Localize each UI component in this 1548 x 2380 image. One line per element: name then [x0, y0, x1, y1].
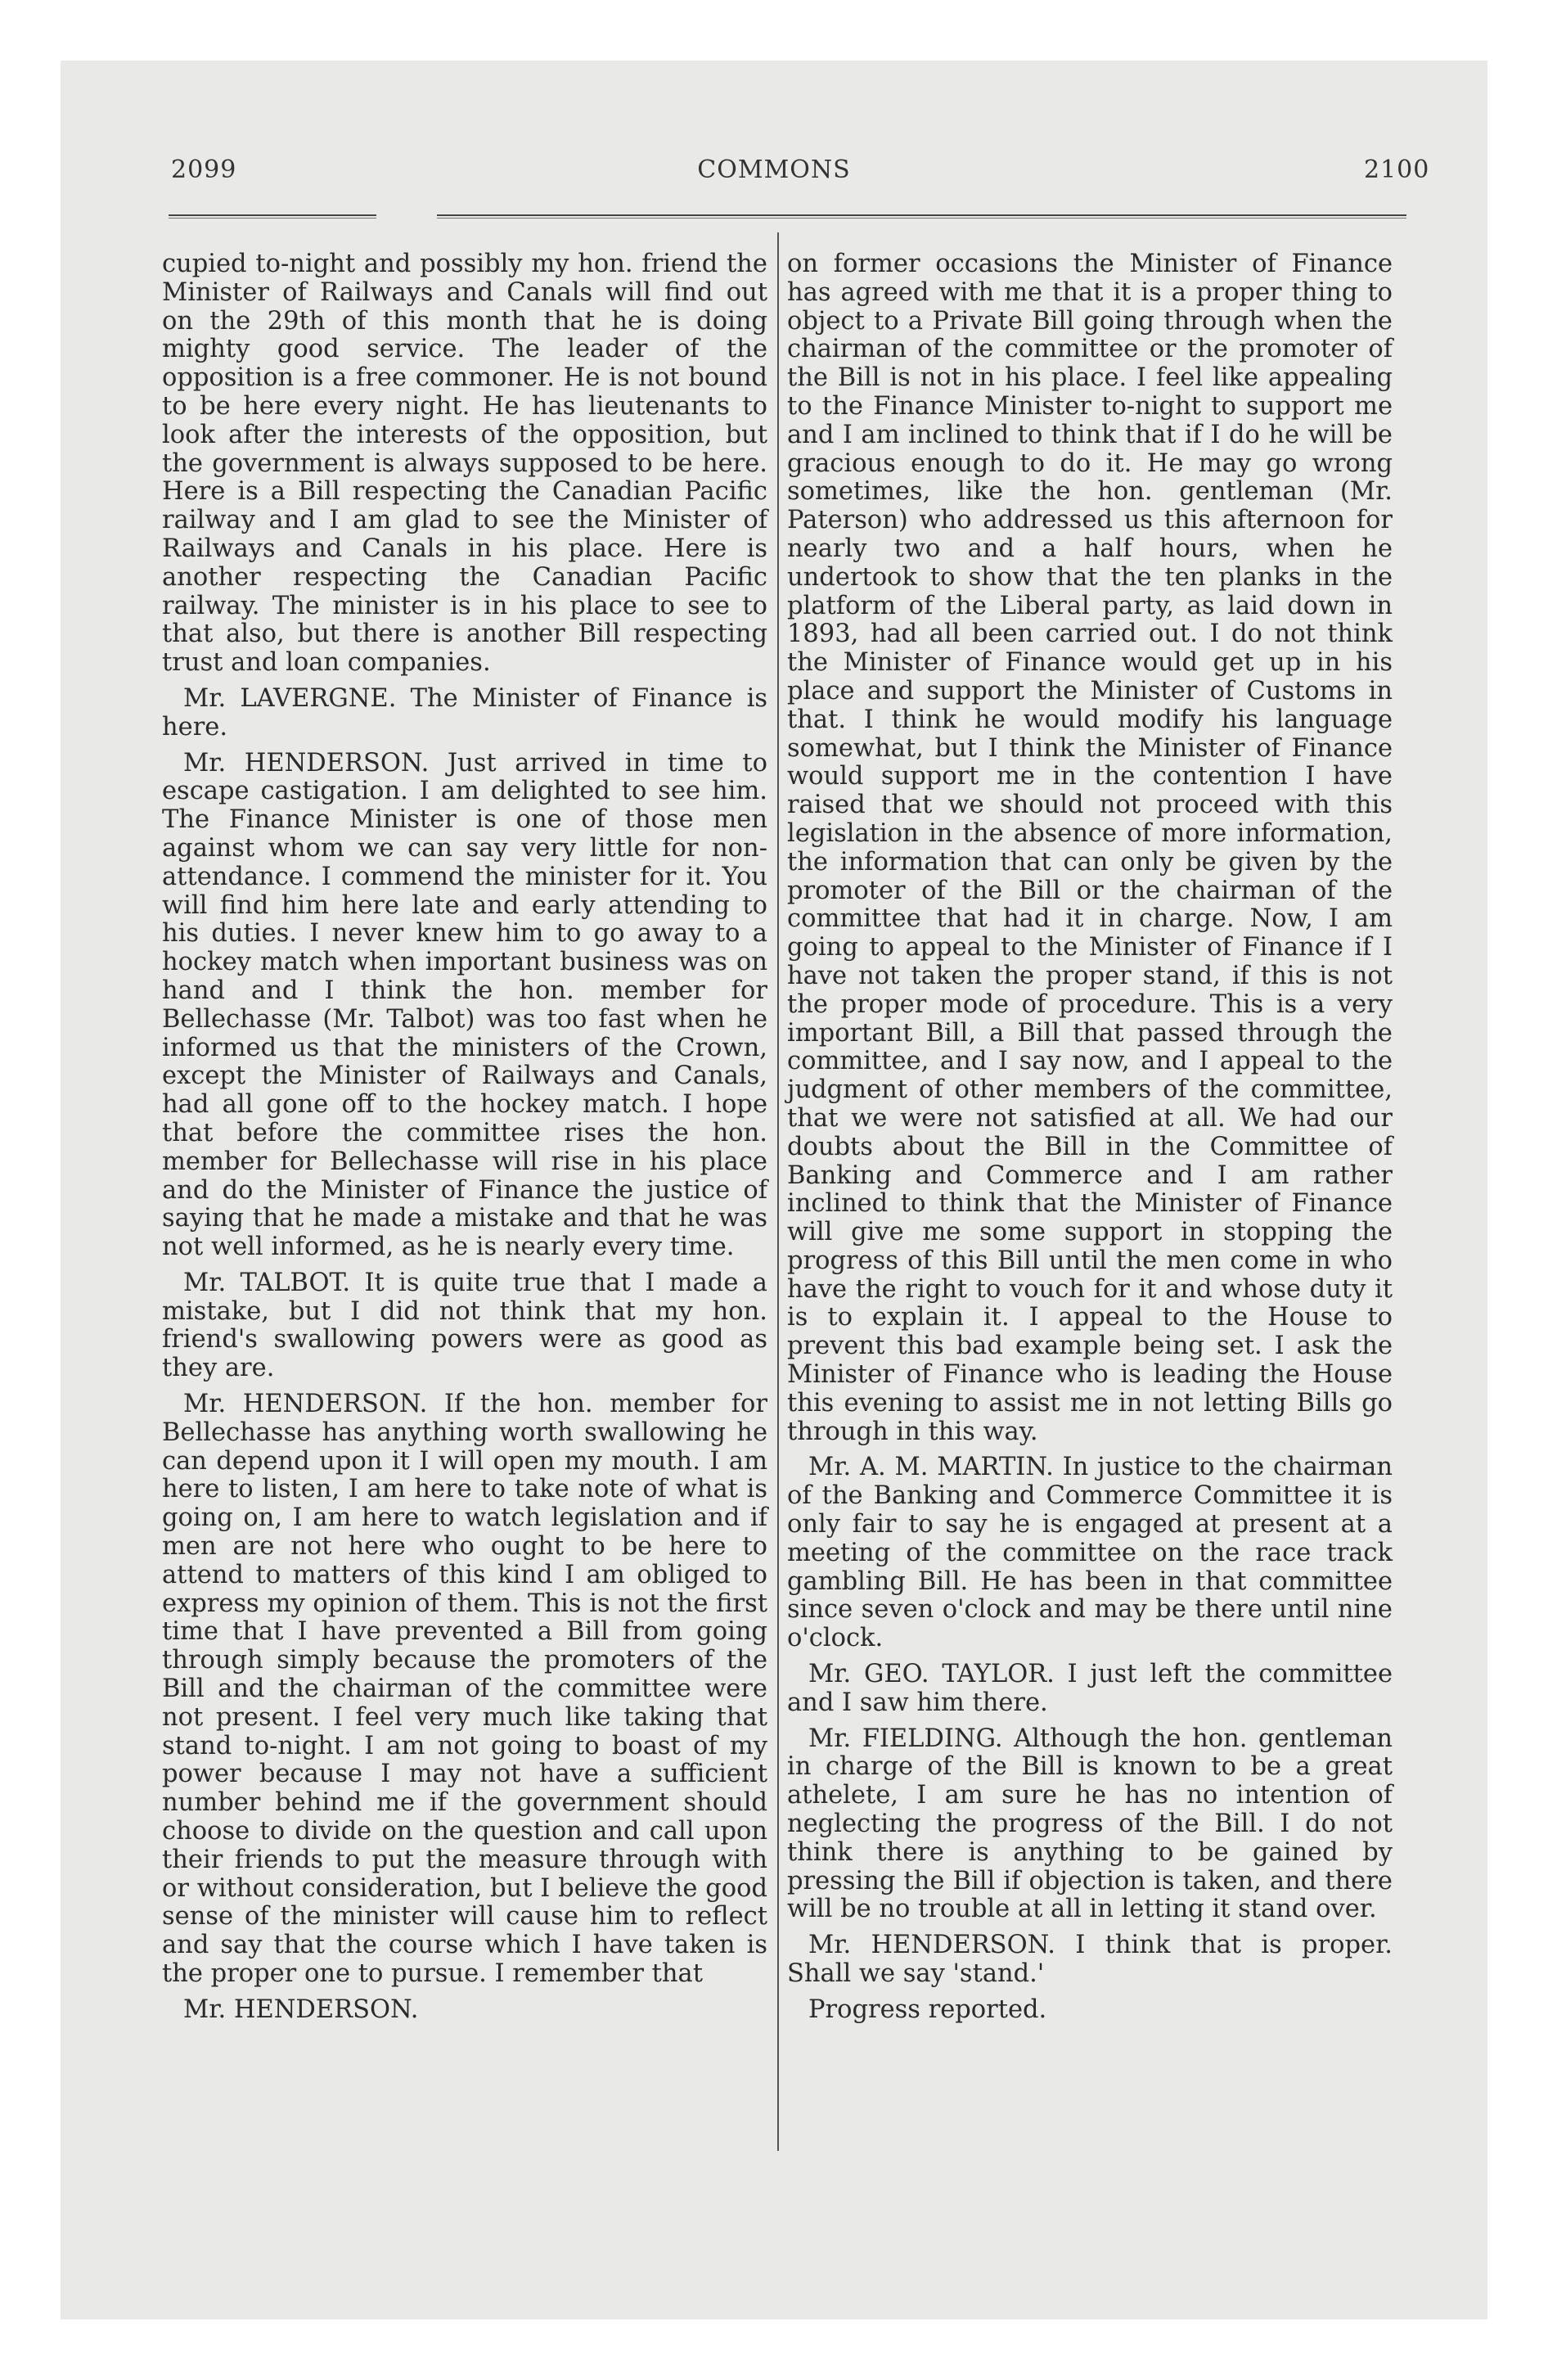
paragraph-henderson: Mr. HENDERSON. Just arrived in time to escape castigation. I am delighted to see him. The Finance Minister is one of those men against whom we can say very little for non-attendance. I commend the minister for it. You will find him here late and early attending to his duties. I never knew him to go away to a hockey match when important business was on hand and I think the hon. member for Bellechasse (Mr. Talbot) was too fast when he informed us that the ministers of the Crown, except the Minister of Railways and Canals, had all gone off to the hockey match. I hope that before the committee rises the hon. member for Bellechasse will rise in his place and do the Minister of Finance the justice of saying that he made a mistake and that he was not well informed, as he is nearly every time. [162, 748, 767, 1262]
paragraph-continued: cupied to-night and possibly my hon. friend the Minister of Railways and Canals will find out on the 29th of this month that he is doing mighty good service. The leader of the opposition is a free commoner. He is not bound to be here every night. He has lieutenants to look after the interests of the opposition, but the government is always supposed to be here. Here is a Bill respecting the Canadian Pacific railway and I am glad to see the Minister of Railways and Canals in his place. Here is another respecting the Canadian Pacific railway. The minister is in his place to see to that also, but there is another Bill respecting trust and loan companies. [162, 250, 767, 678]
header-rule-right [437, 214, 1406, 219]
header-rule-left [169, 214, 376, 219]
right-column [787, 250, 1393, 2032]
paragraph-henderson: Mr. HENDERSON. If the hon. member for Bellechasse has anything worth swallowing he can depend upon it I will open my mouth. I am here to listen, I am here to take note of what is going on, I am here to watch legislation and if men are not here who ought to be here to attend to matters of this kind I am obliged to express my opinion of them. This is not the first time that I have prevented a Bill from going through simply because the promoters of the Bill and the chairman of the committee were not present. I feel very much like taking that stand to-night. I am not going to boast of my power because I may not have a sufficient number behind me if the government should choose to divide on the question and call upon their friends to put the measure through with or without consideration, but I believe the good sense of the minister will cause him to reflect and say that the course which I have taken is the proper one to pursue. I remember that [162, 1390, 767, 1989]
paragraph-progress-reported: Progress reported. [808, 1995, 1047, 2024]
paragraph-taylor: Mr. GEO. TAYLOR. I just left the committee and I saw him there. [787, 1660, 1393, 1717]
left-column [162, 250, 767, 2032]
paragraph-henderson: Mr. HENDERSON. I think that is proper. Shall we say 'stand.' [787, 1931, 1393, 1989]
running-title: COMMONS [697, 156, 851, 184]
page-number-right: 2100 [1364, 156, 1430, 184]
paragraph-continued: on former occasions the Minister of Finance has agreed with me that it is a proper thing to object to a Private Bill going through when the chairman of the committee or the promoter of the Bill is not in his place. I feel like appealing to the Finance Minister to-night to support me and I am inclined to think that if I do he will be gracious enough to do it. He may go wrong sometimes, like the hon. gentleman (Mr. Paterson) who addressed us this afternoon for nearly two and a half hours, when he undertook to show that the ten planks in the platform of the Liberal party, as laid down in 1893, had all been carried out. I do not think the Minister of Finance would get up in his place and support the Minister of Customs in that. I think he would modify his language somewhat, but I think the Minister of Finance would support me in the contention I have raised that we should not proceed with this legislation in the absence of more information, the information that can only be given by the promoter of the Bill or the chairman of the committee that had it in charge. Now, I am going to appeal to the Minister of Finance if I have not taken the proper stand, if this is not the proper mode of procedure. This is a very important Bill, a Bill that passed through the committee, and I say now, and I appeal to the judgment of other members of the committee, that we were not satisfied at all. We had our doubts about the Bill in the Committee of Banking and Commerce and I am rather inclined to think that the Minister of Finance will give me some support in stopping the progress of this Bill until the men come in who have the right to vouch for it and whose duty it is to explain it. I appeal to the House to prevent this bad example being set. I ask the Minister of Finance who is leading the House this evening to assist me in not letting Bills go through in this way. [787, 250, 1393, 1446]
paragraph-lavergne: Mr. LAVERGNE. The Minister of Finance is here. [162, 683, 767, 741]
paragraph-talbot: Mr. TALBOT. It is quite true that I made a mistake, but I did not think that my hon. friend's swallowing powers were as good as they are. [162, 1268, 767, 1383]
page-number-left: 2099 [171, 156, 237, 184]
column-divider [777, 232, 779, 2151]
paragraph-fielding: Mr. FIELDING. Although the hon. gentleman in charge of the Bill is known to be a great athelete, I am sure he has no intention of neglecting the progress of the Bill. I do not think there is anything to be gained by pressing the Bill if objection is taken, and there will be no trouble at all in letting it stand over. [787, 1724, 1393, 1924]
paragraph-martin: Mr. A. M. MARTIN. In justice to the chairman of the Banking and Commerce Committee it is only fair to say he is engaged at present at a meeting of the committee on the race track gambling Bill. He has been in that committee since seven o'clock and may be there until nine o'clock. [787, 1453, 1393, 1653]
page-header [0, 0, 1548, 196]
footer-speaker-name: Mr. HENDERSON. [183, 1995, 419, 2024]
